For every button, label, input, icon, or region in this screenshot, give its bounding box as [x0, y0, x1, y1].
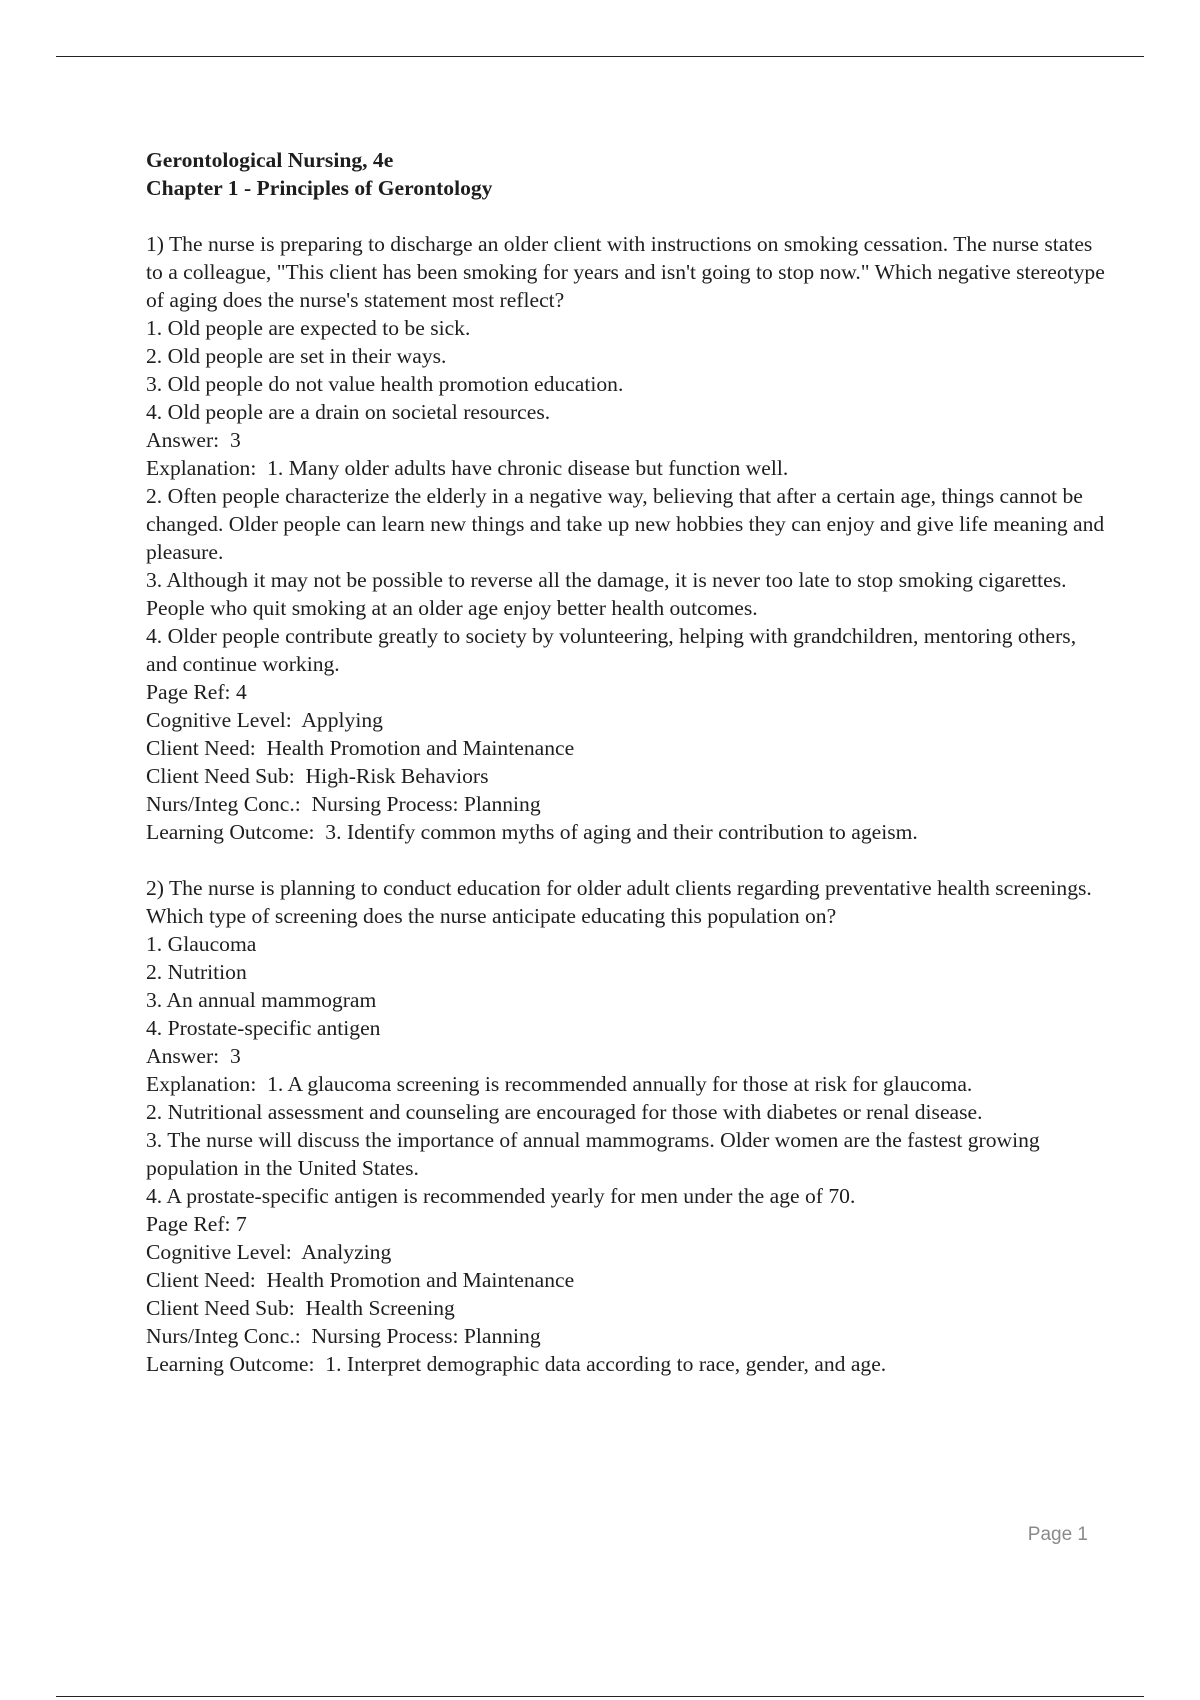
- explanation-line: Explanation: 1. A glaucoma screening is recommended annually for those at risk for glaucoma.: [146, 1072, 973, 1096]
- option: 1. Glaucoma: [146, 932, 257, 956]
- answer: Answer: 3: [146, 1044, 241, 1068]
- option: 4. Old people are a drain on societal resources.: [146, 400, 551, 424]
- answer: Answer: 3: [146, 428, 241, 452]
- page-number: Page 1: [1027, 1524, 1088, 1545]
- question-1: [146, 230, 1111, 846]
- nursing-concept: Nurs/Integ Conc.: Nursing Process: Planning: [146, 792, 541, 816]
- question-stem: 1) The nurse is preparing to discharge an older client with instructions on smoking cessation. The nurse states to a colleague, "This client has been smoking for years and isn't going to stop now." Which negative stereotype of aging does the nurse's statement most reflect?: [146, 232, 1111, 312]
- spacer: [146, 202, 1106, 230]
- option: 3. Old people do not value health promotion education.: [146, 372, 624, 396]
- explanation-line: 4. Older people contribute greatly to society by volunteering, helping with grandchildren, mentoring others, and continue working.: [146, 624, 1082, 676]
- page-ref: Page Ref: 4: [146, 680, 247, 704]
- book-title: Gerontological Nursing, 4e: [146, 148, 394, 172]
- option: 3. An annual mammogram: [146, 988, 377, 1012]
- explanation-line: 3. The nurse will discuss the importance of annual mammograms. Older women are the fastest growing population in the United States.: [146, 1128, 1046, 1180]
- explanation-line: 4. A prostate-specific antigen is recommended yearly for men under the age of 70.: [146, 1184, 856, 1208]
- page-ref: Page Ref: 7: [146, 1212, 247, 1236]
- option: 2. Nutrition: [146, 960, 247, 984]
- explanation-line: 2. Nutritional assessment and counseling are encouraged for those with diabetes or renal disease.: [146, 1100, 983, 1124]
- nursing-concept: Nurs/Integ Conc.: Nursing Process: Planning: [146, 1324, 541, 1348]
- cognitive-level: Cognitive Level: Applying: [146, 708, 383, 732]
- cognitive-level: Cognitive Level: Analyzing: [146, 1240, 392, 1264]
- client-need-sub: Client Need Sub: High-Risk Behaviors: [146, 764, 489, 788]
- explanation-line: 3. Although it may not be possible to reverse all the damage, it is never too late to stop smoking cigarettes. People who quit smoking at an older age enjoy better health outcomes.: [146, 568, 1072, 620]
- client-need: Client Need: Health Promotion and Maintenance: [146, 1268, 575, 1292]
- explanation-line: 2. Often people characterize the elderly in a negative way, believing that after a certain age, things cannot be changed. Older people can learn new things and take up new hobbies they can enjoy and give life meaning and pleasure.: [146, 484, 1110, 564]
- learning-outcome: Learning Outcome: 3. Identify common myths of aging and their contribution to ageism.: [146, 820, 918, 844]
- option: 4. Prostate-specific antigen: [146, 1016, 381, 1040]
- spacer: [146, 846, 1106, 874]
- bottom-rule: [56, 1696, 1144, 1697]
- chapter-title: Chapter 1 - Principles of Gerontology: [146, 176, 493, 200]
- question-stem: 2) The nurse is planning to conduct education for older adult clients regarding preventative health screenings. Which type of screening does the nurse anticipate educating this population on?: [146, 876, 1097, 928]
- explanation-line: Explanation: 1. Many older adults have chronic disease but function well.: [146, 456, 789, 480]
- client-need-sub: Client Need Sub: Health Screening: [146, 1296, 455, 1320]
- document-body: [146, 146, 1111, 1378]
- question-2: [146, 874, 1106, 1378]
- top-rule: [56, 56, 1144, 57]
- learning-outcome: Learning Outcome: 1. Interpret demographic data according to race, gender, and age.: [146, 1352, 887, 1376]
- client-need: Client Need: Health Promotion and Maintenance: [146, 736, 575, 760]
- option: 2. Old people are set in their ways.: [146, 344, 447, 368]
- option: 1. Old people are expected to be sick.: [146, 316, 471, 340]
